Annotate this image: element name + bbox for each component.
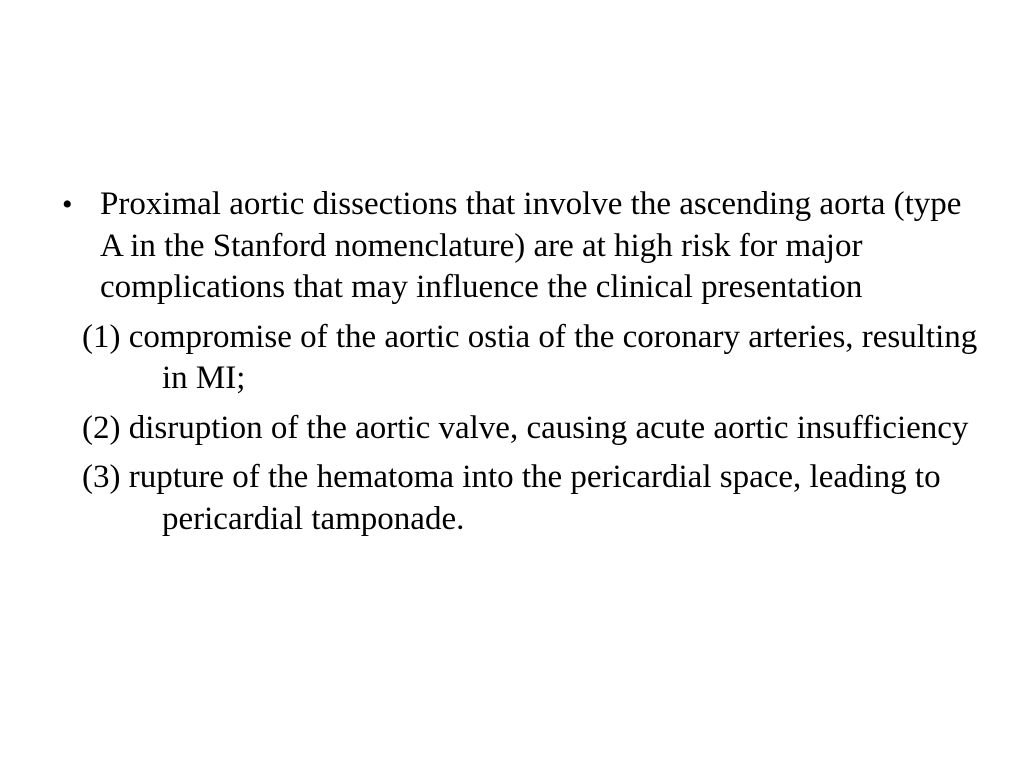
slide-content xyxy=(62,184,978,540)
list-item-2: (2) disruption of the aortic valve, causing acute aortic insufficiency xyxy=(82,409,969,446)
bullet-icon: • xyxy=(62,188,73,221)
list-item-3: (3) rupture of the hematoma into the pericardial space, leading to pericardial tamponade. xyxy=(82,459,941,537)
bullet-text: Proximal aortic dissections that involve the ascending aorta (type A in the Stanford nomenclature) are at high risk for major complications that may influence the clinical presentation xyxy=(100,186,962,305)
bullet-point xyxy=(62,184,962,309)
list-item-1: (1) compromise of the aortic ostia of the coronary arteries, resulting in MI; xyxy=(82,318,978,396)
